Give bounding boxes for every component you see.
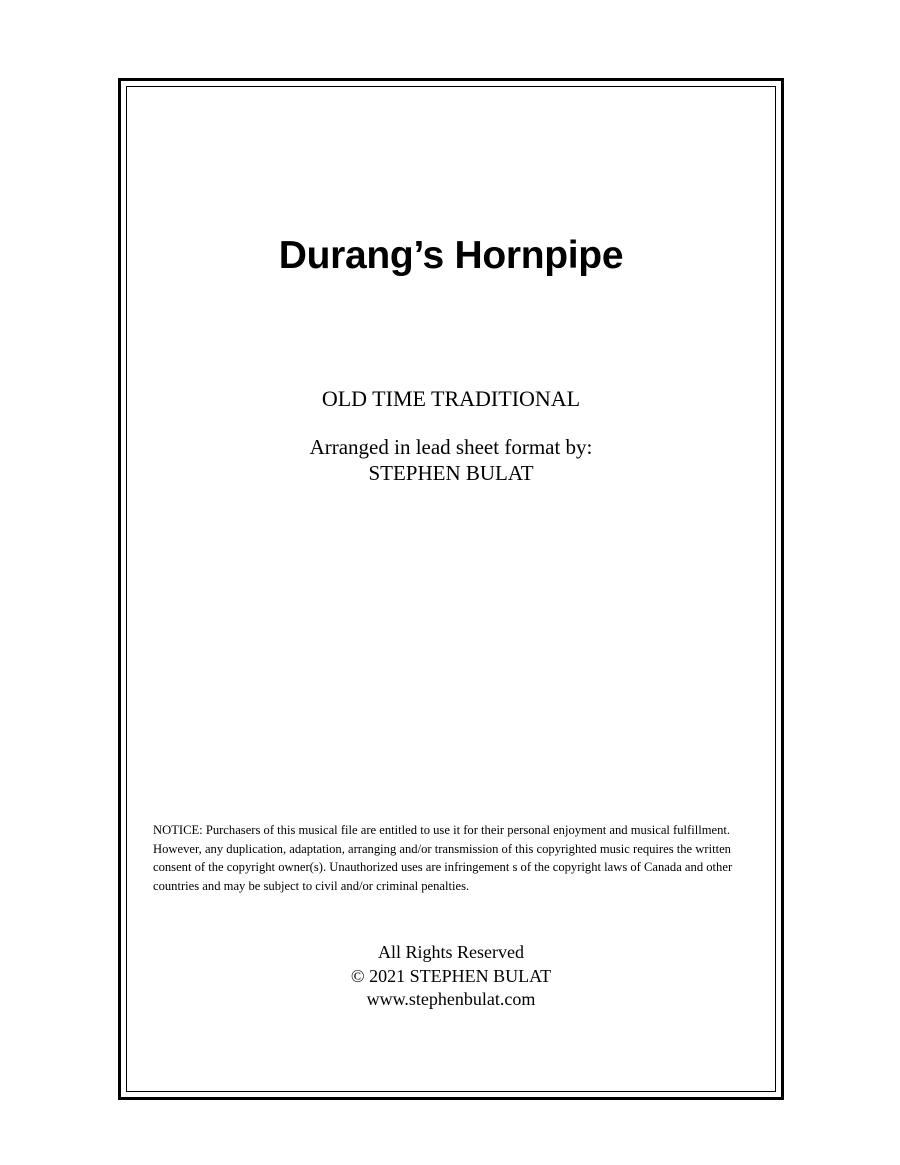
website-link[interactable]: www.stephenbulat.com (366, 989, 536, 1009)
page-content (126, 86, 776, 1092)
arranger-name: STEPHEN BULAT (368, 461, 534, 485)
composer-credit: OLD TIME TRADITIONAL (321, 386, 581, 411)
copyright-line: © 2021 STEPHEN BULAT (350, 965, 552, 986)
page-title: Durang’s Hornpipe (278, 234, 624, 277)
footer-block (126, 941, 776, 1012)
rights-statement: All Rights Reserved (378, 942, 524, 962)
copyright-notice: NOTICE: Purchasers of this musical file are entitled to use it for their personal enjoyment and musical fulfillment. However, any duplication, adaptation, arranging and/or transmission of this copyrighted music requires the written consent of the copyright owner(s). Unauthorized uses are infringement s of the copyright laws of Canada and other countries and may be subject to civil and/or criminal penalties. (153, 823, 733, 893)
arranger-prefix: Arranged in lead sheet format by: (309, 435, 593, 459)
